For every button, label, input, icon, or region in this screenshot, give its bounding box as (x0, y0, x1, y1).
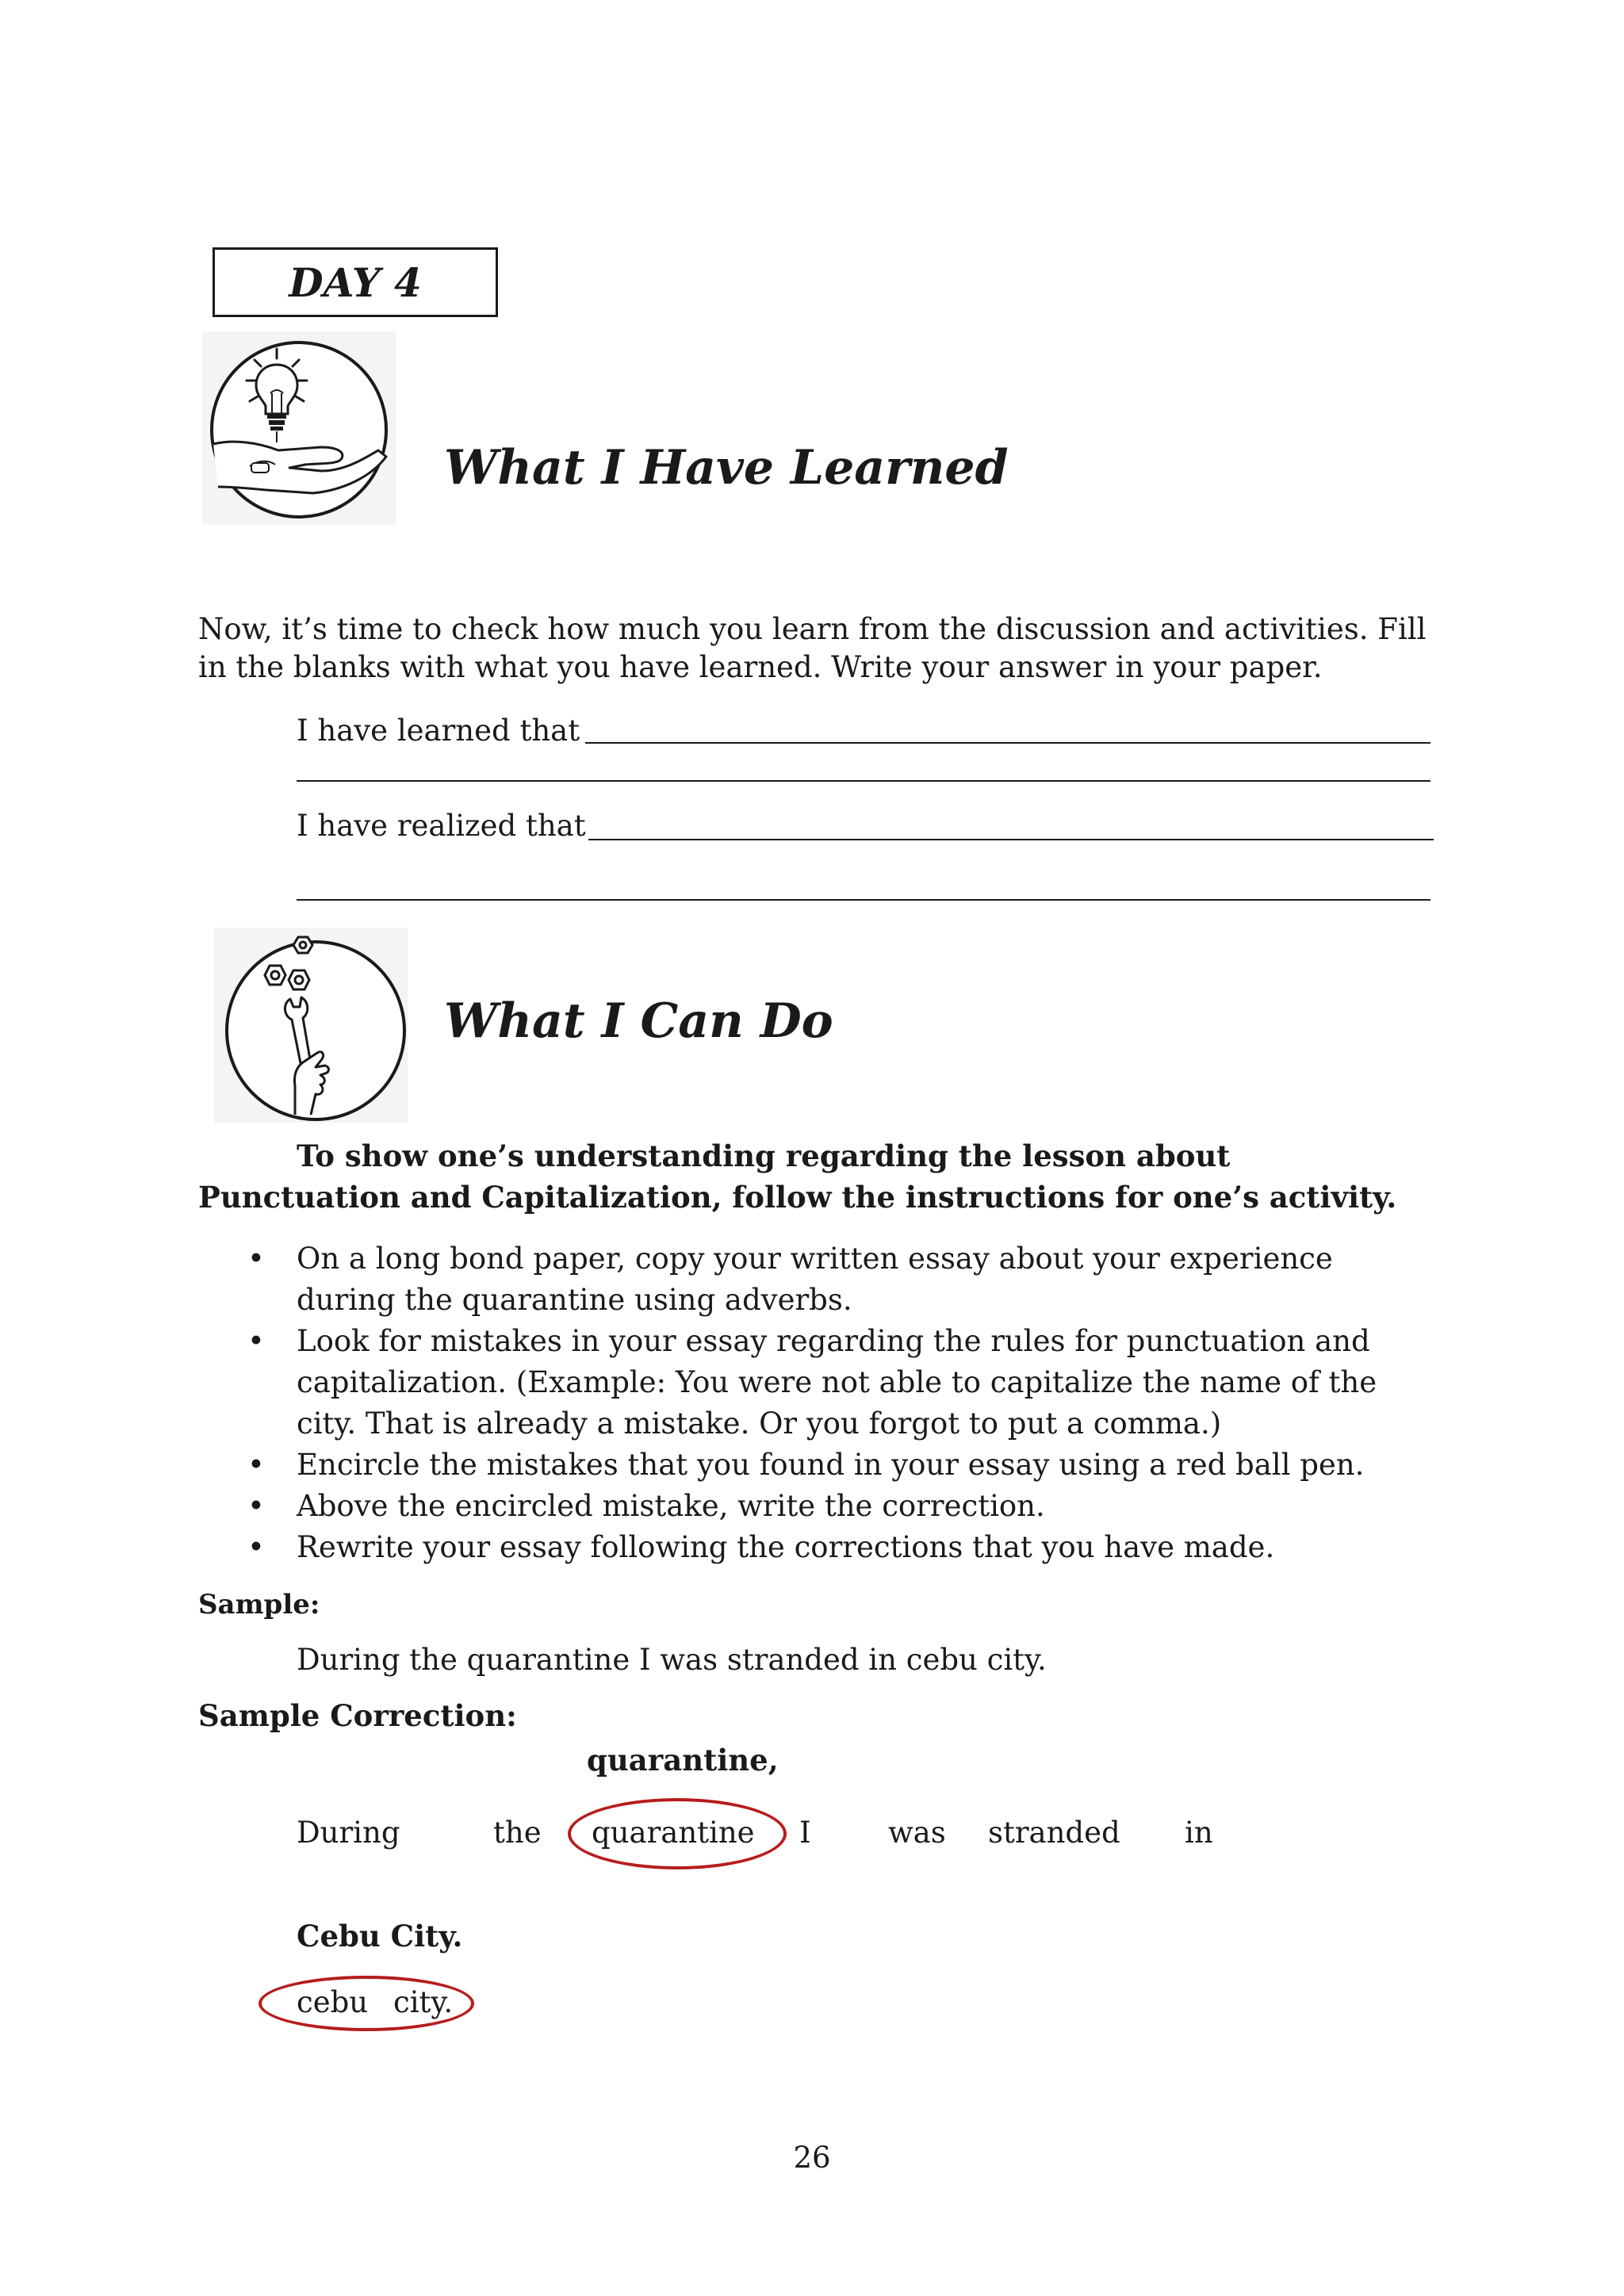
realized-answer-line-2[interactable] (297, 899, 1431, 901)
instruction-item: • Look for mistakes in your essay regarding the rules for punctuation and capitalization. (Example: You were not able to capitalize the name of the city. That is already a mistake. Or you forgot to put a comma.) (297, 1321, 1438, 1445)
sentence-word: the (493, 1816, 542, 1850)
sample-correction-label: Sample Correction: (198, 1698, 517, 1733)
instruction-item: • On a long bond paper, copy your written essay about your experience during the quarantine using adverbs. (297, 1238, 1438, 1321)
instruction-item: • Encircle the mistakes that you found in your essay using a red ball pen. (297, 1445, 1438, 1486)
sentence-word: stranded (988, 1816, 1120, 1850)
day-label-box (213, 247, 498, 317)
learned-instructions: Now, it’s time to check how much you learn from the discussion and activities. Fill in the blanks with what you have learned. Write your answer in your paper. (198, 612, 1427, 684)
sentence-word: I (799, 1816, 811, 1850)
page-number: 26 (793, 2141, 831, 2175)
sentence-word-mistake: cebu (297, 1985, 369, 2019)
correction-quarantine: quarantine, (587, 1743, 779, 1777)
sample-sentence: During the quarantine I was stranded in cebu city. (297, 1643, 1047, 1677)
sentence-word-mistake: city. (393, 1985, 454, 2019)
cando-title: What I Can Do (444, 993, 833, 1049)
realized-answer-line-1[interactable] (588, 839, 1434, 840)
learned-title: What I Have Learned (444, 440, 1009, 496)
sample-label: Sample: (198, 1589, 320, 1621)
sentence-word: was (888, 1816, 946, 1850)
wrench-hand-icon (214, 928, 408, 1123)
instruction-item: • Above the encircled mistake, write the correction. (297, 1486, 1438, 1527)
cando-intro: To show one’s understanding regarding the lesson about Punctuation and Capitalization, follow the instructions for one’s activity. (198, 1138, 1397, 1215)
learned-prompt: I have learned that (297, 714, 580, 748)
sentence-word-mistake: quarantine (592, 1816, 755, 1850)
realized-prompt: I have realized that (297, 809, 586, 843)
learned-answer-line-1[interactable] (585, 742, 1431, 744)
sentence-word: in (1185, 1816, 1213, 1850)
instruction-item: • Rewrite your essay following the corrections that you have made. (297, 1527, 1438, 1568)
learned-answer-line-2[interactable] (297, 780, 1431, 782)
correction-cebu-city: Cebu City. (297, 1919, 463, 1954)
lightbulb-hand-icon (202, 331, 396, 525)
cando-instructions-list (297, 1238, 1438, 1568)
sentence-word: During (297, 1816, 400, 1850)
day-label: DAY 4 (289, 258, 422, 306)
